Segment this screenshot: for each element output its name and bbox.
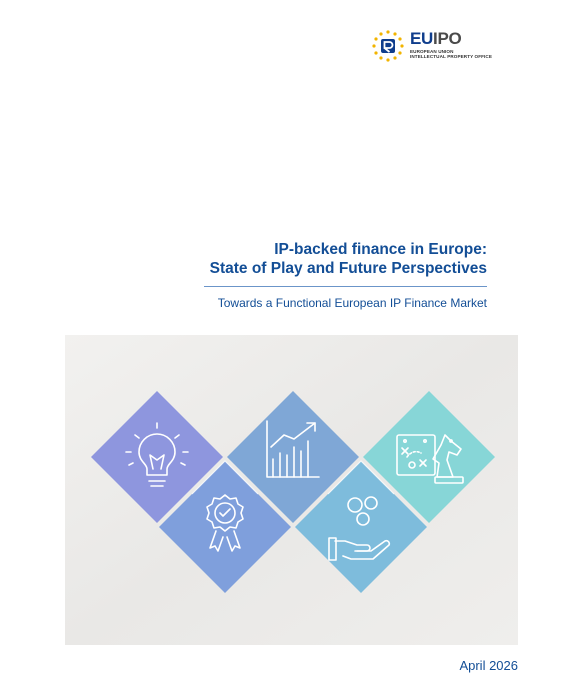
publication-date: April 2026 (459, 658, 518, 673)
cover-artwork (65, 335, 518, 645)
title-divider (204, 286, 487, 287)
page-title (210, 240, 487, 278)
title-line-1: IP-backed finance in Europe: (274, 241, 487, 258)
page-subtitle: Towards a Functional European IP Finance Market (217, 296, 487, 310)
logo-wordmark: EUIPO (410, 29, 462, 48)
title-line-2: State of Play and Future Perspectives (209, 260, 487, 277)
eu-stars-emblem-icon (370, 28, 406, 64)
euipo-logo (370, 28, 500, 64)
logo-subtitle: EUROPEAN UNION INTELLECTUAL PROPERTY OFFICE (410, 49, 493, 60)
